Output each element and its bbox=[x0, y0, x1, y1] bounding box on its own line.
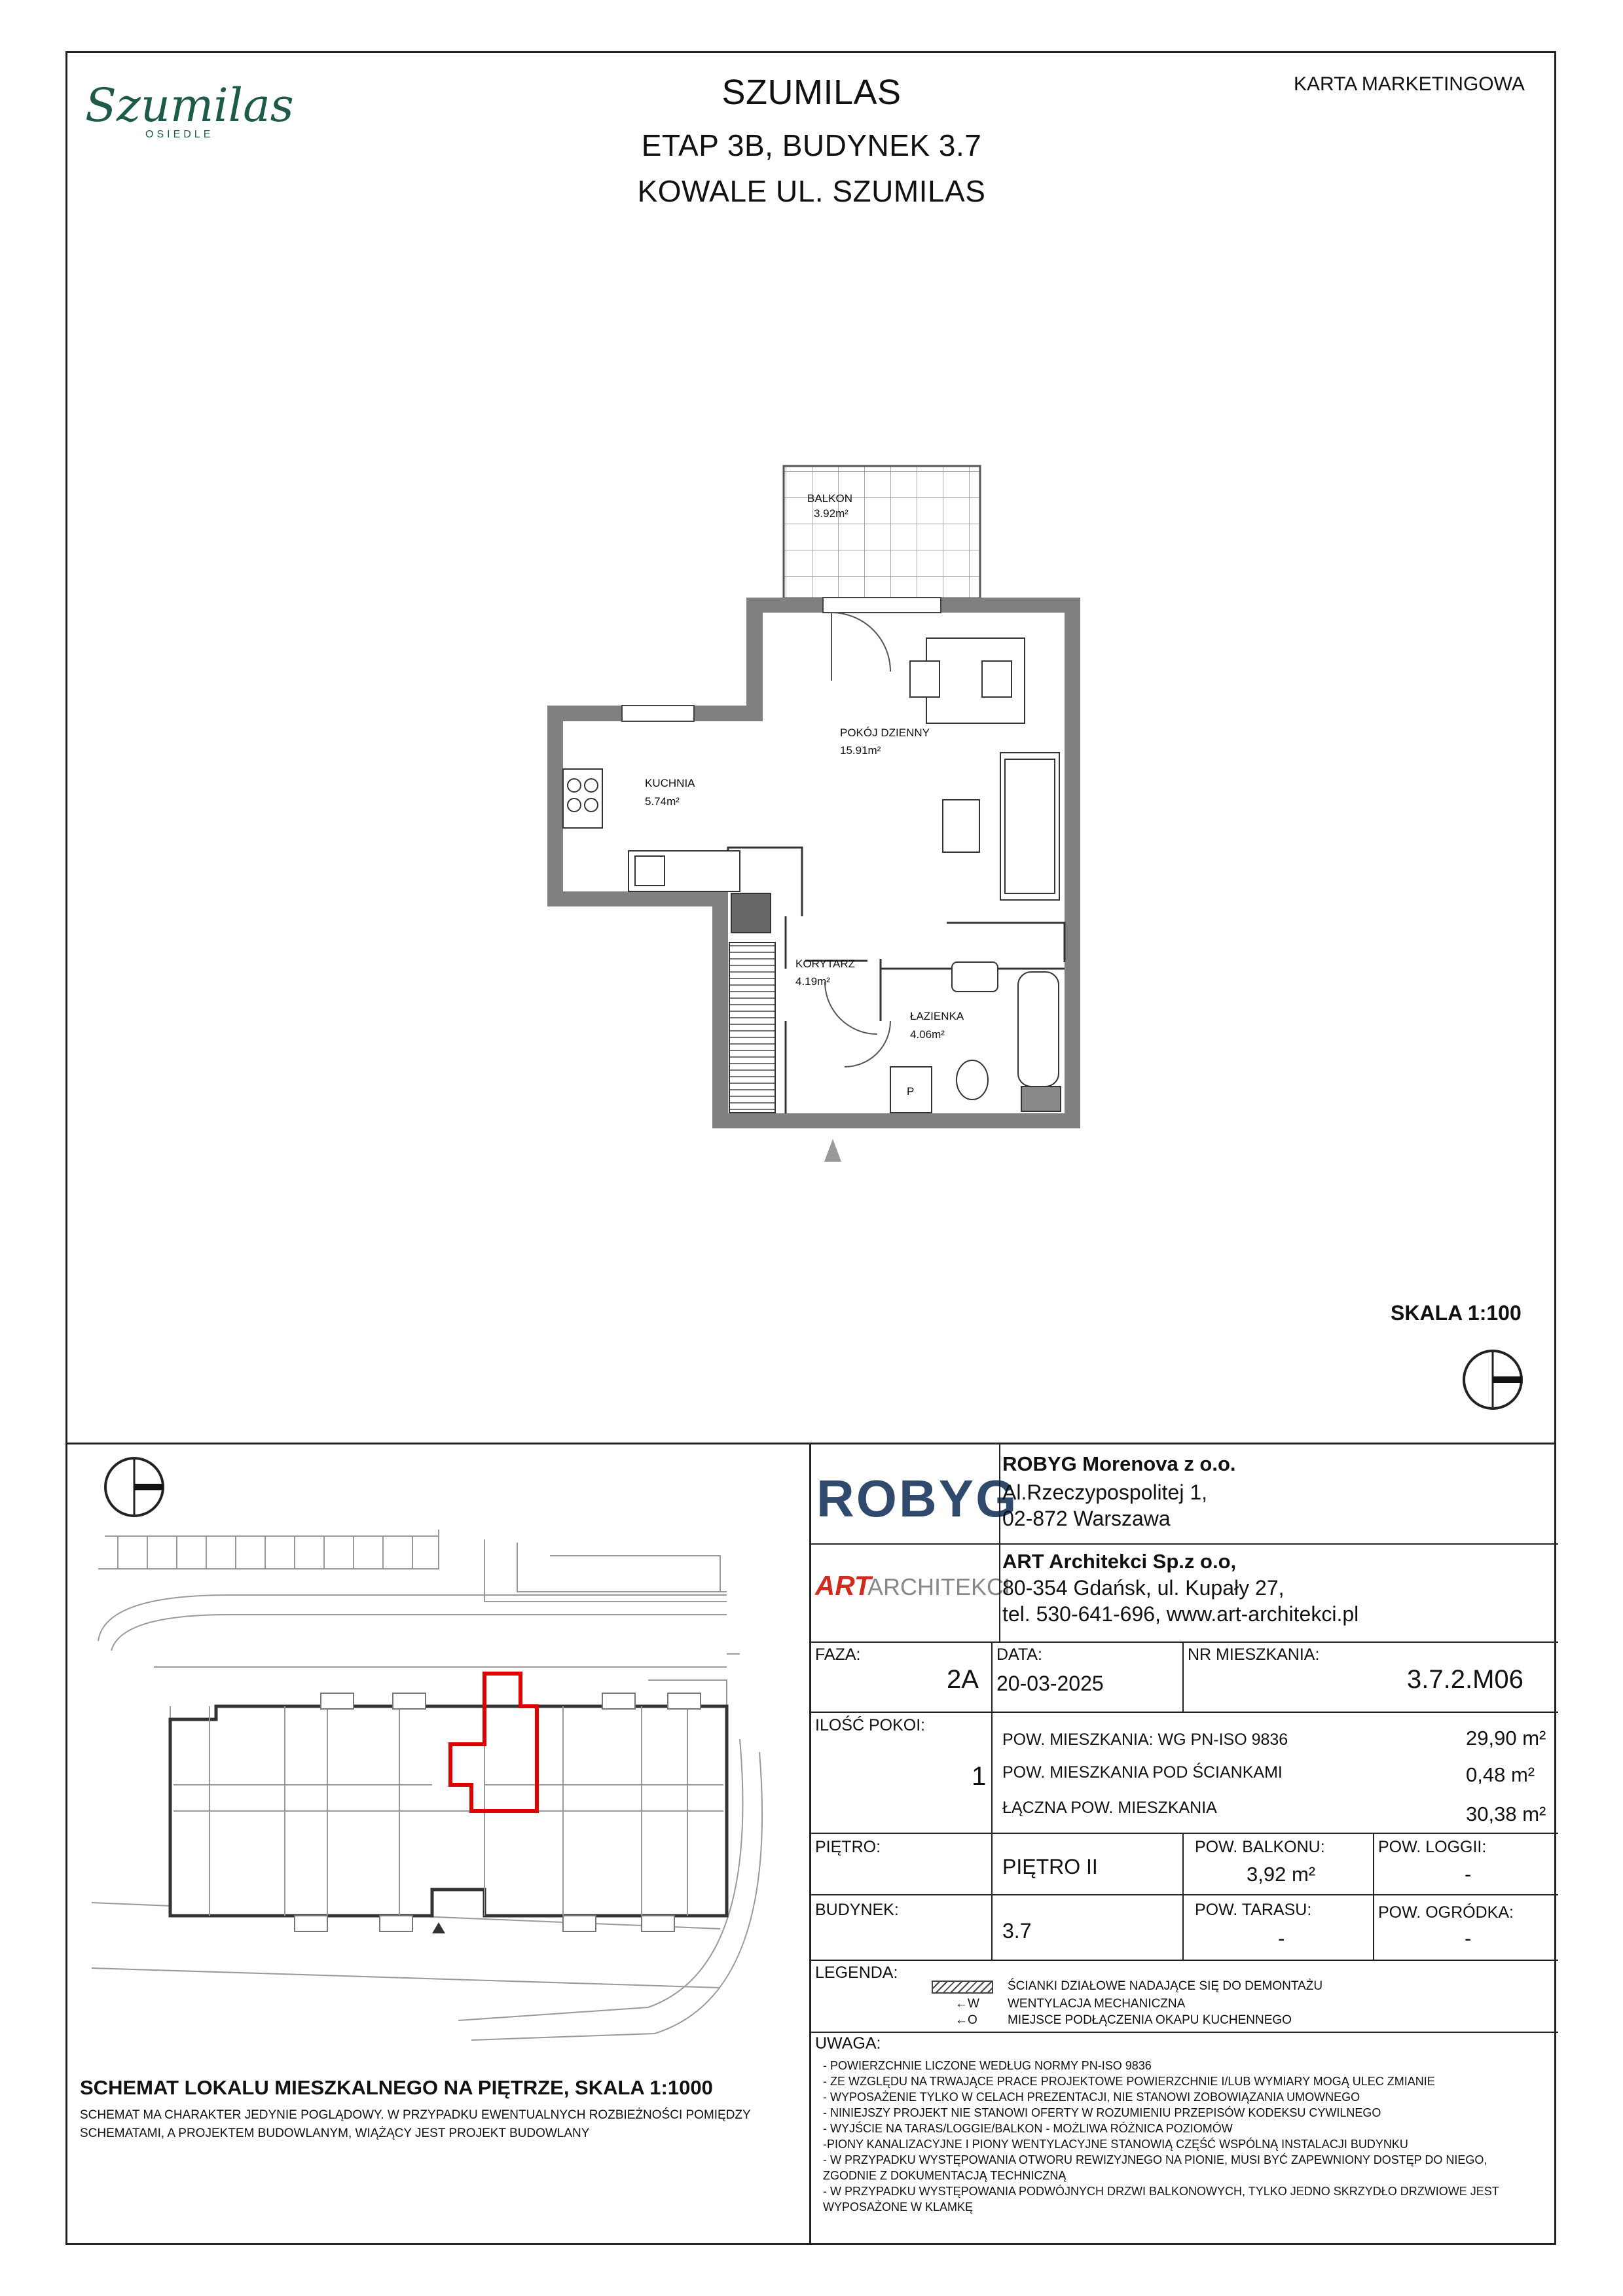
nr-label: NR MIESZKANIA: bbox=[1188, 1645, 1320, 1664]
pokoje-label: ILOŚĆ POKOI: bbox=[815, 1716, 926, 1734]
developer-address1: Al.Rzeczypospolitej 1, bbox=[1002, 1480, 1208, 1504]
legend-symbol-w: ←W bbox=[955, 1997, 979, 2011]
art-logo: ART bbox=[815, 1570, 871, 1601]
hatched-closet bbox=[729, 942, 775, 1113]
faza-value: 2A bbox=[947, 1665, 979, 1694]
pietro-label: PIĘTRO: bbox=[815, 1838, 881, 1856]
balcony bbox=[784, 466, 980, 598]
room-label-lazienka: ŁAZIENKA bbox=[910, 1010, 964, 1022]
uwaga-line: - POWIERZCHNIE LICZONE WEDŁUG NORMY PN-ISO 9836 bbox=[823, 2059, 1152, 2072]
art-logo-rest: ARCHITEKCI bbox=[867, 1573, 1011, 1600]
taras-value: - bbox=[1278, 1927, 1285, 1950]
door-swing-entry bbox=[825, 982, 877, 1034]
floor-plan bbox=[537, 452, 1100, 1172]
developer-name: ROBYG Morenova z o.o. bbox=[1002, 1452, 1236, 1475]
closet-mark: P bbox=[907, 1085, 915, 1098]
pow2-value: 0,48 m² bbox=[1466, 1763, 1535, 1786]
uwaga-line: - ZE WZGLĘDU NA TRWAJĄCE PRACE PROJEKTOWE POWIERZCHNIE I/LUB WYMIARY MOGĄ ULEC ZMIANIE bbox=[823, 2075, 1435, 2088]
room-label-pokoj: POKÓJ DZIENNY bbox=[840, 726, 930, 739]
room-area-pokoj: 15.91m² bbox=[840, 744, 881, 757]
north-arrow-icon bbox=[1460, 1347, 1525, 1412]
site-note-line1: SCHEMAT MA CHARAKTER JEDYNIE POGLĄDOWY. W PRZYPADKU EWENTUALNYCH ROZBIEŻNOŚCI POMIĘDZY bbox=[80, 2108, 751, 2122]
taras-label: POW. TARASU: bbox=[1195, 1901, 1312, 1919]
room-area-korytarz: 4.19m² bbox=[795, 975, 830, 988]
room-area-kuchnia: 5.74m² bbox=[645, 795, 680, 808]
parking-stalls bbox=[118, 1536, 412, 1569]
uwaga-line: ZGODNIE Z DOKUMENTACJĄ TECHNICZNĄ bbox=[823, 2169, 1067, 2182]
uwaga-line: - NINIEJSZY PROJEKT NIE STANOWI OFERTY W ROZUMIENIU PRZEPISÓW KODEKSU CYWILNEGO bbox=[823, 2106, 1381, 2119]
entrance-arrow bbox=[824, 1139, 841, 1162]
shaft bbox=[731, 893, 771, 933]
title-block bbox=[809, 1443, 1558, 2245]
pokoje-value: 1 bbox=[972, 1762, 987, 1791]
balkon-label: POW. BALKONU: bbox=[1195, 1838, 1325, 1856]
room-area-lazienka: 4.06m² bbox=[910, 1028, 945, 1041]
data-value: 20-03-2025 bbox=[996, 1672, 1104, 1695]
room-label-kuchnia: KUCHNIA bbox=[645, 777, 695, 789]
legend-item-1: ŚCIANKI DZIAŁOWE NADAJĄCE SIĘ DO DEMONTAŻU bbox=[1008, 1979, 1323, 1993]
balkon-value: 3,92 m² bbox=[1247, 1863, 1316, 1886]
budynek-value: 3.7 bbox=[1002, 1919, 1032, 1943]
site-note bbox=[80, 2106, 800, 2143]
developer-address2: 02-872 Warszawa bbox=[1002, 1507, 1171, 1530]
pow3-value: 30,38 m² bbox=[1466, 1803, 1546, 1825]
logo-sub: OSIEDLE bbox=[145, 129, 214, 140]
nr-value: 3.7.2.M06 bbox=[1407, 1665, 1523, 1694]
door-swing-balcony bbox=[831, 613, 890, 672]
uwaga-line: - W PRZYPADKU WYSTĘPOWANIA OTWORU REWIZYJNEGO NA PIONIE, MUSI BYĆ ZAPEWNIONY DOSTĘP DO NIEGO, bbox=[823, 2153, 1487, 2166]
site-north-arrow-icon bbox=[105, 1458, 163, 1516]
uwaga-list bbox=[823, 2058, 1543, 2215]
budynek-label: BUDYNEK: bbox=[815, 1901, 899, 1919]
pietro-value: PIĘTRO II bbox=[1002, 1855, 1098, 1878]
robyg-logo: ROBYG bbox=[816, 1469, 1019, 1528]
ogrodek-label: POW. OGRÓDKA: bbox=[1378, 1903, 1514, 1922]
uwaga-label: UWAGA: bbox=[815, 2034, 881, 2053]
pow2-label: POW. MIESZKANIA POD ŚCIANKAMI bbox=[1002, 1763, 1283, 1782]
uwaga-line: - WYJŚCIE NA TARAS/LOGGIE/BALKON - MOŻLIWA RÓŻNICA POZIOMÓW bbox=[823, 2122, 1233, 2135]
card-label: KARTA MARKETINGOWA bbox=[1294, 73, 1525, 95]
site-note-line2: SCHEMATAMI, A PROJEKTEM BUDOWLANYM, WIĄŻĄCY JEST PROJEKT BUDOWLANY bbox=[80, 2126, 590, 2140]
kitchen-counter bbox=[563, 769, 602, 828]
legend-item-3: MIEJSCE PODŁĄCZENIA OKAPU KUCHENNEGO bbox=[1008, 2013, 1292, 2027]
architect-name: ART Architekci Sp.z o.o, bbox=[1002, 1550, 1237, 1573]
legend-hatch-symbol bbox=[932, 1981, 993, 1994]
pow1-label: POW. MIESZKANIA: WG PN-ISO 9836 bbox=[1002, 1731, 1288, 1749]
ogrodek-value: - bbox=[1465, 1927, 1472, 1950]
window-kitchen bbox=[622, 706, 694, 721]
loggia-value: - bbox=[1465, 1863, 1472, 1886]
room-label-korytarz: KORYTARZ bbox=[795, 958, 855, 970]
uwaga-line: - WYPOSAŻENIE TYLKO W CELACH PREZENTACJI, NIE STANOWI ZOBOWIĄZANIA UMOWNEGO bbox=[823, 2090, 1360, 2104]
room-label-balkon: BALKON bbox=[807, 492, 852, 505]
site-entrance-arrow bbox=[432, 1922, 445, 1933]
legend-label: LEGENDA: bbox=[815, 1964, 898, 1982]
window-top bbox=[823, 598, 941, 613]
data-label: DATA: bbox=[996, 1645, 1042, 1664]
uwaga-line: -PIONY KANALIZACYJNE I PIONY WENTYLACYJNE STANOWIĄ CZĘŚĆ WSPÓLNĄ INSTALACJI BUDYNKU bbox=[823, 2138, 1408, 2151]
pow1-value: 29,90 m² bbox=[1466, 1727, 1546, 1749]
architect-address: 80-354 Gdańsk, ul. Kupały 27, bbox=[1002, 1576, 1285, 1600]
legend-item-2: WENTYLACJA MECHANICZNA bbox=[1008, 1997, 1186, 2011]
site-caption: SCHEMAT LOKALU MIESZKALNEGO NA PIĘTRZE, SKALA 1:1000 bbox=[80, 2076, 713, 2099]
faza-label: FAZA: bbox=[815, 1645, 861, 1664]
legend-w: W bbox=[968, 1997, 979, 2011]
furniture bbox=[890, 638, 1061, 1113]
logo-text: Szumilas bbox=[85, 79, 294, 132]
architect-contact: tel. 530-641-696, www.art-architekci.pl bbox=[1002, 1602, 1359, 1626]
page-subtitle: ETAP 3B, BUDYNEK 3.7 bbox=[641, 128, 982, 162]
uwaga-line: WYPOSAŻONE W KLAMKĘ bbox=[823, 2200, 974, 2214]
address: KOWALE UL. SZUMILAS bbox=[637, 174, 986, 208]
legend-symbol-o: ←O bbox=[955, 2013, 977, 2027]
loggia-label: POW. LOGGII: bbox=[1378, 1838, 1487, 1856]
uwaga-line: - W PRZYPADKU WYSTĘPOWANIA PODWÓJNYCH DRZWI BALKONOWYCH, TYLKO JEDNO SKRZYDŁO DRZWIOWE JEST bbox=[823, 2185, 1499, 2198]
pow3-label: ŁĄCZNA POW. MIESZKANIA bbox=[1002, 1799, 1217, 1817]
scale-label: SKALA 1:100 bbox=[1391, 1301, 1522, 1325]
page-title: SZUMILAS bbox=[721, 73, 902, 112]
room-area-balkon: 3.92m² bbox=[814, 507, 848, 520]
legend-o: O bbox=[968, 2013, 977, 2027]
